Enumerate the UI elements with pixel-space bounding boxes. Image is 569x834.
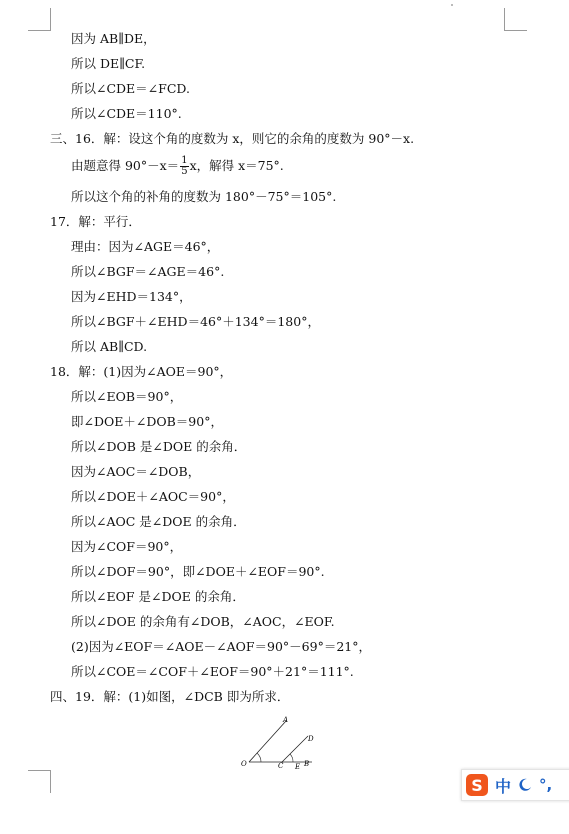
ime-toolbar[interactable] <box>461 769 569 801</box>
text-line: 所以∠EOF 是∠DOE 的余角． <box>71 589 245 604</box>
ray-oa <box>249 721 286 762</box>
text-line: (2)因为∠EOF＝∠AOE－∠AOF＝90°－69°＝21°， <box>71 639 371 654</box>
angle-arc-o <box>257 753 261 762</box>
margin-mark-top-right <box>504 8 527 31</box>
text-line: 所以∠BGF＋∠EHD＝46°＋134°＝180°， <box>71 314 320 329</box>
label-o: O <box>241 760 247 768</box>
margin-mark-top-left <box>28 8 51 31</box>
text-line: 所以∠BGF＝∠AGE＝46°. <box>71 264 225 279</box>
label-b: B <box>304 760 310 768</box>
label-a: A <box>283 716 289 724</box>
label-e: E <box>295 763 301 771</box>
margin-mark-bottom-left <box>28 770 51 793</box>
text-line: 因为∠EHD＝134°， <box>71 289 192 304</box>
text-line: 所以∠CDE＝110°. <box>71 106 182 121</box>
fraction-denominator: 5 <box>181 166 188 177</box>
ime-language-toggle[interactable]: 中 <box>495 776 512 796</box>
text-line: 所以这个角的补角的度数为 180°－75°＝105°. <box>71 189 337 204</box>
text-line: 所以 DE∥CF. <box>71 56 146 71</box>
text-line: 所以∠DOE＋∠AOC＝90°， <box>71 489 235 504</box>
text-line: 因为∠AOC＝∠DOB， <box>71 464 201 479</box>
fraction-pre: 由题意得 90°－x＝ <box>71 158 180 173</box>
text-line: 即∠DOE＋∠DOB＝90°， <box>71 414 223 429</box>
text-line: 所以∠AOC 是∠DOE 的余角． <box>71 514 246 529</box>
label-c: C <box>278 762 284 770</box>
ray-cd <box>282 736 308 762</box>
fraction <box>180 156 188 177</box>
moon-icon[interactable] <box>518 778 532 792</box>
text-line: 所以∠COE＝∠COF＋∠EOF＝90°＋21°＝111°. <box>71 664 354 679</box>
text-line: 所以∠EOB＝90°， <box>71 389 183 404</box>
text-line: 所以∠DOB 是∠DOE 的余角． <box>71 439 247 454</box>
label-d: D <box>308 735 314 743</box>
angle-arc-c <box>290 754 293 762</box>
page-dot <box>451 4 453 6</box>
fraction-numerator: 1 <box>181 155 188 166</box>
ime-punctuation-toggle[interactable]: °, <box>539 776 553 794</box>
text-line: 所以∠CDE＝∠FCD. <box>71 81 190 96</box>
geometry-figure <box>236 714 326 772</box>
text-line: 理由：因为∠AGE＝46°， <box>71 239 220 254</box>
text-line: 17．解：平行． <box>50 214 141 229</box>
text-line: 三、16．解：设这个角的度数为 x，则它的余角的度数为 90°－x. <box>50 131 415 146</box>
text-line-fraction <box>71 153 284 179</box>
text-line: 所以∠DOF＝90°，即∠DOE＋∠EOF＝90°. <box>71 564 325 579</box>
text-line: 所以∠DOE 的余角有∠DOB，∠AOC，∠EOF. <box>71 614 335 629</box>
ime-logo-icon[interactable]: S <box>466 774 488 796</box>
text-line: 因为∠COF＝90°， <box>71 539 183 554</box>
text-line: 四、19．解：(1)如图，∠DCB 即为所求． <box>50 689 290 704</box>
text-line: 所以 AB∥CD. <box>71 339 148 354</box>
fraction-post: x，解得 x＝75°. <box>189 158 284 173</box>
text-line: 18．解：(1)因为∠AOE＝90°， <box>50 364 233 379</box>
text-line: 因为 AB∥DE， <box>71 31 156 46</box>
